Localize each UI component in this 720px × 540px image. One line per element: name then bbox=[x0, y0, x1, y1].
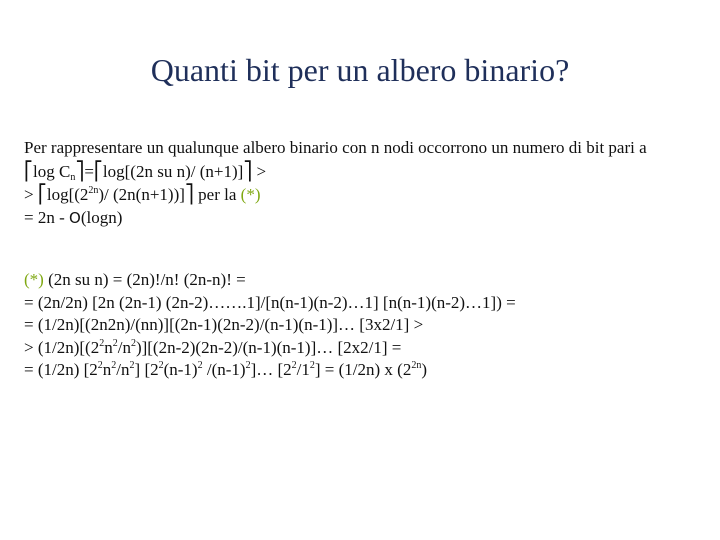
result-prefix: = 2n - bbox=[24, 207, 69, 227]
ceil-open: ⎡ bbox=[24, 160, 33, 181]
text-segment: (n-1) bbox=[163, 360, 198, 379]
intro-text: Per rappresentare un qualunque albero binario con n nodi occorrono un numero di bit pari a bbox=[24, 138, 647, 157]
ceil-close: ⎤ bbox=[75, 160, 85, 181]
formula-line-1 bbox=[24, 160, 704, 184]
exponent: 2 bbox=[130, 337, 136, 349]
text-segment: ) bbox=[421, 360, 428, 379]
text-segment: > (1/2n)[(2 bbox=[24, 337, 100, 357]
exponent: 2 bbox=[291, 360, 297, 371]
ceil-close: ⎤ bbox=[184, 184, 194, 204]
exponent: 2 bbox=[99, 337, 105, 349]
big-o: O bbox=[69, 208, 81, 227]
derivation-line-4 bbox=[24, 337, 704, 360]
log-cn: log C bbox=[33, 161, 71, 181]
text-segment: ] [2 bbox=[134, 360, 159, 379]
exponent: 2 bbox=[97, 360, 103, 371]
exponent: 2n bbox=[88, 185, 99, 196]
exponent: 2 bbox=[245, 360, 251, 371]
text-segment: = (1/2n) [2 bbox=[24, 360, 98, 379]
exponent: 2n bbox=[411, 360, 422, 371]
text-segment: n bbox=[104, 337, 113, 357]
text-segment: /n bbox=[117, 337, 131, 357]
formula-line-3 bbox=[24, 207, 704, 230]
derivation-line-5 bbox=[24, 359, 704, 382]
text-segment: ] = (1/2n) x (2 bbox=[314, 360, 412, 379]
text-segment: /n bbox=[116, 360, 130, 379]
subscript-n: n bbox=[70, 171, 76, 183]
equals-sign: = bbox=[84, 161, 94, 181]
denominator-term: )/ (2n(n+1))] bbox=[98, 185, 185, 204]
log-term: log[(2 bbox=[46, 185, 89, 204]
ceil-close: ⎤ bbox=[243, 160, 253, 181]
text-segment: ]… [2 bbox=[250, 360, 292, 379]
footnote-marker: (*) bbox=[24, 270, 44, 289]
log-binomial: log[(2n su n)/ (n+1)] bbox=[102, 161, 244, 181]
ceil-open: ⎡ bbox=[93, 160, 103, 181]
exponent: 2 bbox=[112, 337, 118, 349]
text-segment: /1 bbox=[296, 360, 310, 379]
greater-than: > bbox=[252, 161, 267, 181]
binomial-definition: (2n su n) = (2n)!/n! (2n-n)! = bbox=[43, 270, 246, 289]
derivation-line-2: = (2n/2n) [2n (2n-1) (2n-2)…….1]/[n(n-1)(n-2)…1] [n(n-1)(n-2)…1]) = bbox=[24, 292, 516, 312]
text-segment: /(n-1) bbox=[202, 360, 246, 379]
footnote-marker: (*) bbox=[240, 185, 261, 204]
slide-title: Quanti bit per un albero binario? bbox=[150, 52, 570, 88]
exponent: 2 bbox=[158, 360, 164, 371]
derivation-line-1 bbox=[24, 269, 704, 292]
slide-body bbox=[24, 137, 704, 382]
text-segment: n bbox=[102, 360, 112, 379]
per-la-text: per la bbox=[193, 185, 241, 204]
ceil-open: ⎡ bbox=[37, 184, 47, 204]
exponent: 2 bbox=[309, 360, 315, 371]
exponent: 2 bbox=[129, 360, 135, 371]
exponent: 2 bbox=[111, 360, 117, 371]
formula-line-2 bbox=[24, 183, 704, 207]
logn: (logn) bbox=[80, 207, 123, 227]
greater-than: > bbox=[24, 185, 38, 204]
text-segment: )][(2n-2)(2n-2)/(n-1)(n-1)]… [2x2/1] = bbox=[135, 337, 402, 357]
exponent: 2 bbox=[197, 360, 203, 371]
derivation-line-3: = (1/2n)[(2n2n)/(nn)][(2n-1)(2n-2)/(n-1)(n-1)]… [3x2/1] > bbox=[24, 315, 424, 334]
